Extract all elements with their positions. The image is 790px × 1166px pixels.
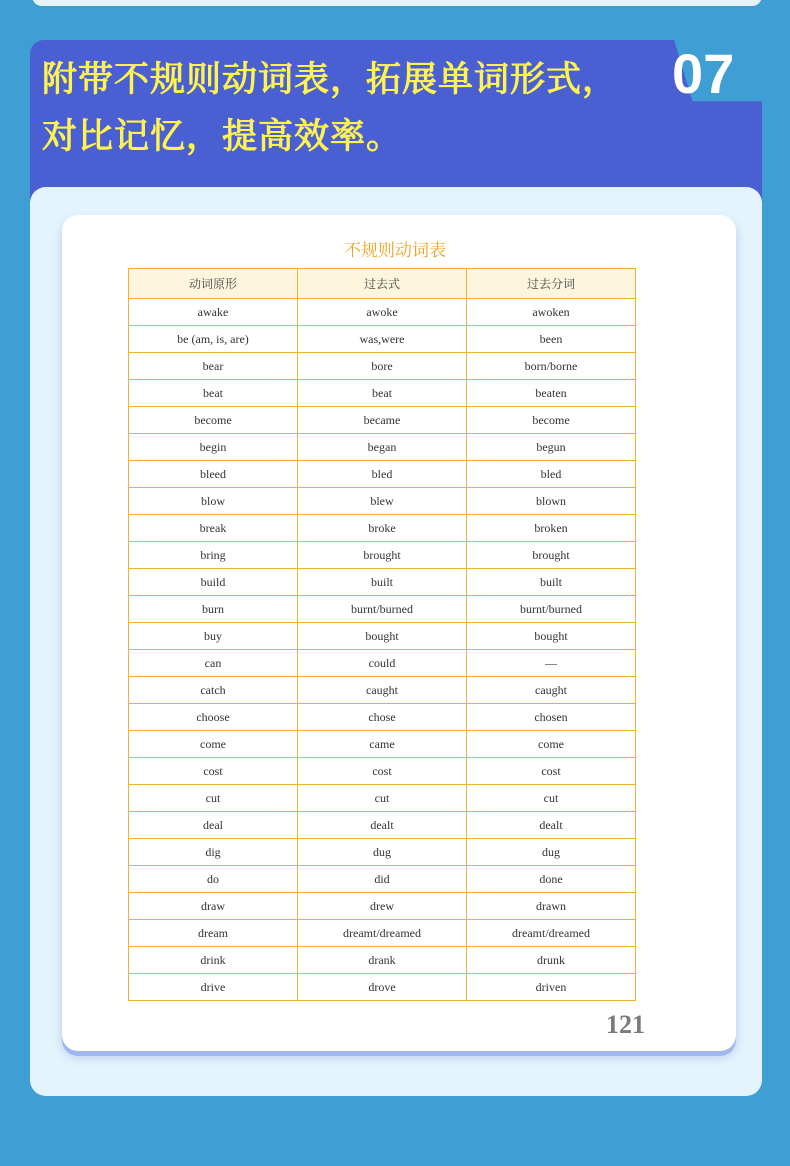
base-form-cell: blow bbox=[129, 488, 298, 515]
table-row bbox=[129, 515, 636, 542]
table-row bbox=[129, 866, 636, 893]
table-row bbox=[129, 974, 636, 1001]
table-row bbox=[129, 596, 636, 623]
past-tense-cell: dug bbox=[298, 839, 467, 866]
table-row bbox=[129, 569, 636, 596]
past-participle-cell: cost bbox=[467, 758, 636, 785]
past-participle-cell: caught bbox=[467, 677, 636, 704]
table-row bbox=[129, 704, 636, 731]
past-participle-cell: been bbox=[467, 326, 636, 353]
base-form-cell: catch bbox=[129, 677, 298, 704]
past-participle-cell: burnt/burned bbox=[467, 596, 636, 623]
base-form-cell: drink bbox=[129, 947, 298, 974]
table-body bbox=[129, 299, 636, 1001]
base-form-cell: deal bbox=[129, 812, 298, 839]
table-row bbox=[129, 731, 636, 758]
past-tense-cell: caught bbox=[298, 677, 467, 704]
table-row bbox=[129, 650, 636, 677]
past-tense-cell: built bbox=[298, 569, 467, 596]
table-row bbox=[129, 434, 636, 461]
base-form-cell: become bbox=[129, 407, 298, 434]
past-tense-cell: became bbox=[298, 407, 467, 434]
past-tense-cell: broke bbox=[298, 515, 467, 542]
table-row bbox=[129, 326, 636, 353]
base-form-cell: begin bbox=[129, 434, 298, 461]
past-tense-cell: bled bbox=[298, 461, 467, 488]
column-header-past-tense: 过去式 bbox=[298, 269, 467, 299]
past-participle-cell: bought bbox=[467, 623, 636, 650]
top-strip bbox=[32, 0, 762, 6]
base-form-cell: do bbox=[129, 866, 298, 893]
table-row bbox=[129, 299, 636, 326]
table-row bbox=[129, 839, 636, 866]
base-form-cell: bring bbox=[129, 542, 298, 569]
past-tense-cell: chose bbox=[298, 704, 467, 731]
base-form-cell: cut bbox=[129, 785, 298, 812]
past-participle-cell: dreamt/dreamed bbox=[467, 920, 636, 947]
past-tense-cell: burnt/burned bbox=[298, 596, 467, 623]
past-participle-cell: dealt bbox=[467, 812, 636, 839]
past-tense-cell: could bbox=[298, 650, 467, 677]
base-form-cell: be (am, is, are) bbox=[129, 326, 298, 353]
past-tense-cell: began bbox=[298, 434, 467, 461]
past-tense-cell: did bbox=[298, 866, 467, 893]
past-participle-cell: born/borne bbox=[467, 353, 636, 380]
table-row bbox=[129, 785, 636, 812]
base-form-cell: awake bbox=[129, 299, 298, 326]
section-number: 07 bbox=[672, 42, 735, 105]
base-form-cell: buy bbox=[129, 623, 298, 650]
base-form-cell: dig bbox=[129, 839, 298, 866]
past-participle-cell: built bbox=[467, 569, 636, 596]
past-tense-cell: brought bbox=[298, 542, 467, 569]
column-header-past-participle: 过去分词 bbox=[467, 269, 636, 299]
table-row bbox=[129, 893, 636, 920]
past-participle-cell: brought bbox=[467, 542, 636, 569]
past-tense-cell: came bbox=[298, 731, 467, 758]
headline-line-1: 附带不规则动词表，拓展单词形式， bbox=[42, 60, 619, 100]
past-participle-cell: chosen bbox=[467, 704, 636, 731]
base-form-cell: can bbox=[129, 650, 298, 677]
past-tense-cell: bought bbox=[298, 623, 467, 650]
past-tense-cell: blew bbox=[298, 488, 467, 515]
past-tense-cell: was,were bbox=[298, 326, 467, 353]
table-row bbox=[129, 947, 636, 974]
past-tense-cell: beat bbox=[298, 380, 467, 407]
base-form-cell: break bbox=[129, 515, 298, 542]
past-tense-cell: cut bbox=[298, 785, 467, 812]
base-form-cell: cost bbox=[129, 758, 298, 785]
table-title: 不规则动词表 bbox=[344, 241, 446, 261]
past-tense-cell: awoke bbox=[298, 299, 467, 326]
table-row bbox=[129, 461, 636, 488]
past-participle-cell: begun bbox=[467, 434, 636, 461]
table-row bbox=[129, 353, 636, 380]
base-form-cell: dream bbox=[129, 920, 298, 947]
past-tense-cell: drew bbox=[298, 893, 467, 920]
table-row bbox=[129, 407, 636, 434]
page-number: 121 bbox=[606, 1010, 645, 1039]
base-form-cell: draw bbox=[129, 893, 298, 920]
past-tense-cell: drank bbox=[298, 947, 467, 974]
base-form-cell: come bbox=[129, 731, 298, 758]
past-participle-cell: dug bbox=[467, 839, 636, 866]
past-participle-cell: broken bbox=[467, 515, 636, 542]
past-participle-cell: come bbox=[467, 731, 636, 758]
past-participle-cell: cut bbox=[467, 785, 636, 812]
table-row bbox=[129, 677, 636, 704]
past-participle-cell: done bbox=[467, 866, 636, 893]
base-form-cell: drive bbox=[129, 974, 298, 1001]
past-participle-cell: bled bbox=[467, 461, 636, 488]
past-tense-cell: bore bbox=[298, 353, 467, 380]
past-participle-cell: blown bbox=[467, 488, 636, 515]
base-form-cell: burn bbox=[129, 596, 298, 623]
past-participle-cell: drunk bbox=[467, 947, 636, 974]
base-form-cell: bear bbox=[129, 353, 298, 380]
past-participle-cell: awoken bbox=[467, 299, 636, 326]
headline bbox=[42, 52, 682, 166]
irregular-verb-table bbox=[128, 268, 636, 1001]
past-participle-cell: become bbox=[467, 407, 636, 434]
table-row bbox=[129, 542, 636, 569]
past-tense-cell: drove bbox=[298, 974, 467, 1001]
table-row bbox=[129, 488, 636, 515]
past-tense-cell: dealt bbox=[298, 812, 467, 839]
past-participle-cell: driven bbox=[467, 974, 636, 1001]
table-row bbox=[129, 920, 636, 947]
table-row bbox=[129, 758, 636, 785]
past-tense-cell: dreamt/dreamed bbox=[298, 920, 467, 947]
past-participle-cell: — bbox=[467, 650, 636, 677]
table-row bbox=[129, 380, 636, 407]
base-form-cell: build bbox=[129, 569, 298, 596]
past-tense-cell: cost bbox=[298, 758, 467, 785]
base-form-cell: choose bbox=[129, 704, 298, 731]
table-row bbox=[129, 812, 636, 839]
past-participle-cell: beaten bbox=[467, 380, 636, 407]
base-form-cell: beat bbox=[129, 380, 298, 407]
table-row bbox=[129, 623, 636, 650]
past-participle-cell: drawn bbox=[467, 893, 636, 920]
column-header-base-form: 动词原形 bbox=[129, 269, 298, 299]
headline-line-2: 对比记忆，提高效率。 bbox=[42, 117, 403, 157]
table-header-row bbox=[129, 269, 636, 299]
base-form-cell: bleed bbox=[129, 461, 298, 488]
